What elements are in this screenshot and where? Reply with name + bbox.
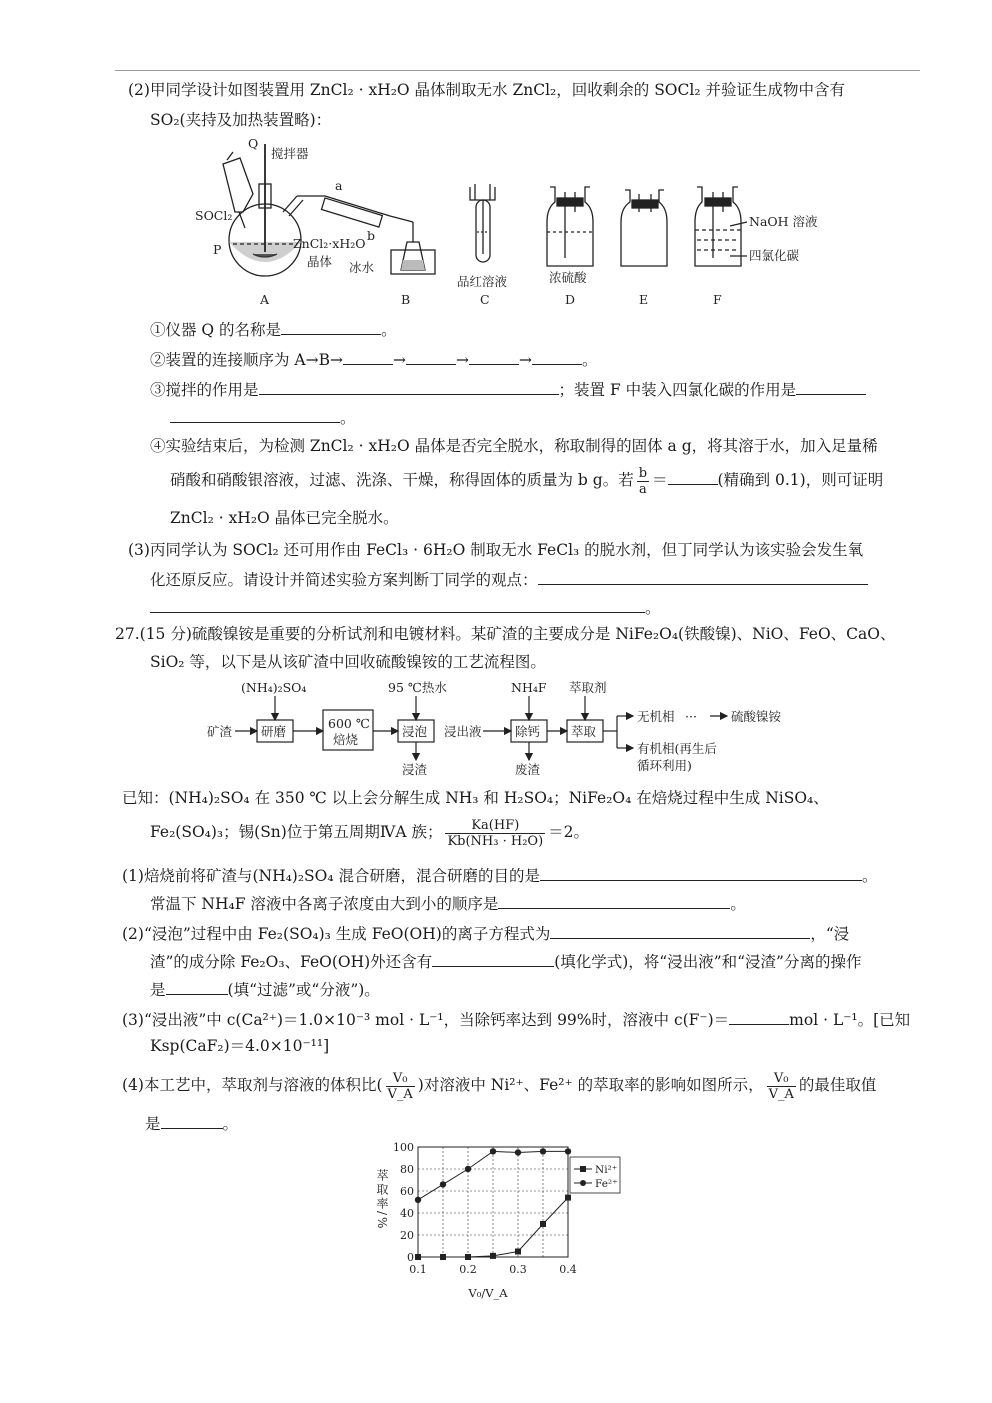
point-0-2	[465, 1254, 471, 1260]
label-A: A	[260, 292, 270, 307]
legend-label-1: Fe²⁺	[595, 1178, 618, 1190]
label-F: F	[713, 292, 722, 307]
legend-marker-1	[580, 1180, 586, 1186]
y-tick-80: 80	[400, 1163, 414, 1176]
point-1-0	[415, 1197, 421, 1203]
flow-extract: 萃取	[571, 724, 597, 739]
x-tick-0.2: 0.2	[459, 1263, 477, 1276]
s2-line3: 是 (填“过滤”或“分液”)。	[150, 976, 380, 1002]
point-0-1	[440, 1254, 446, 1260]
label-b: b	[367, 228, 376, 243]
flow-nh4f: NH₄F	[511, 680, 547, 695]
part3-line2: 化还原反应。请设计并简述实验方案判断丁同学的观点：	[150, 566, 868, 592]
q3-blank-3[interactable]	[170, 404, 340, 423]
y-tick-20: 20	[400, 1229, 414, 1242]
part3-line1: (3)丙同学认为 SOCl₂ 还可用作由 FeCl₃ · 6H₂O 制取无水 FeCl₃ 的脱水剂，但丁同学认为该实验会发生氧	[128, 541, 864, 559]
header-rule	[115, 70, 920, 71]
known-line2: Fe₂(SO₄)₃；锡(Sn)位于第五周期ⅣA 族； $\frac{Ka(HF)}{\text{Kb(NH₃ · H₂O)}}$ ＝2。	[150, 817, 590, 849]
label-crystal: ZnCl₂·xH₂O	[293, 236, 366, 251]
y-tick-0: 0	[407, 1251, 414, 1264]
point-0-5	[540, 1221, 546, 1227]
flow-product: 硫酸镍铵	[731, 709, 782, 724]
s4-blank[interactable]	[161, 1110, 223, 1129]
label-stirrer: 搅拌器	[271, 146, 309, 161]
label-a: a	[335, 178, 343, 193]
point-1-1	[440, 1181, 446, 1187]
flow-soak: 浸泡	[402, 724, 428, 739]
apparatus-diagram	[185, 132, 825, 312]
label-crystal2: 晶体	[307, 254, 333, 269]
label-P: P	[213, 242, 222, 257]
label-naoh: NaOH 溶液	[749, 214, 818, 229]
q1-line: ①仪器 Q 的名称是 。	[150, 316, 397, 342]
point-0-6	[565, 1195, 571, 1201]
s1-blank-2[interactable]	[498, 890, 730, 909]
q3-line: ③搅拌的作用是 ；装置 F 中装入四氯化碳的作用是	[150, 376, 866, 402]
label-SOCl2: SOCl₂	[195, 208, 233, 223]
part3-line3: 。	[150, 594, 661, 620]
label-icewater: 冰水	[349, 260, 375, 275]
q4-blank[interactable]	[668, 466, 718, 485]
y-tick-60: 60	[400, 1185, 414, 1198]
label-pinhong: 品红溶液	[457, 274, 508, 289]
y-tick-40: 40	[400, 1207, 414, 1220]
q2-blank-3[interactable]	[469, 346, 519, 365]
flow-removeca: 除钙	[515, 724, 541, 739]
chart-ylabel: 萃取率/%	[375, 1169, 389, 1231]
flow-leach: 浸出液	[444, 724, 482, 739]
flow-roast2: 焙烧	[333, 732, 359, 747]
q27-line1: 27.(15 分)硫酸镍铵是重要的分析试剂和电镀材料。某矿渣的主要成分是 NiFe₂O₄(铁酸镍)、NiO、FeO、CaO、	[115, 625, 896, 643]
point-0-4	[515, 1249, 521, 1255]
flow-soakslag: 浸渣	[402, 762, 428, 777]
x-tick-0.1: 0.1	[409, 1263, 427, 1276]
flow-nh4so4: (NH₄)₂SO₄	[241, 680, 307, 695]
q3-blank-2[interactable]	[796, 376, 866, 395]
label-E: E	[639, 292, 649, 307]
legend-marker-0	[580, 1166, 586, 1172]
label-C: C	[480, 292, 490, 307]
point-0-3	[490, 1253, 496, 1259]
s2-blank-1[interactable]	[550, 920, 810, 939]
q1-blank[interactable]	[281, 316, 381, 335]
legend-label-0: Ni²⁺	[595, 1164, 618, 1176]
part3-blank-2[interactable]	[150, 594, 645, 613]
flow-organic1: 有机相(再生后	[637, 741, 717, 756]
part2-intro-line1: (2)甲同学设计如图装置用 ZnCl₂ · xH₂O 晶体制取无水 ZnCl₂，回收剩余的 SOCl₂ 并验证生成物中含有	[128, 81, 845, 99]
flow-roast1: 600 ℃	[328, 716, 370, 731]
q4-line3: ZnCl₂ · xH₂O 晶体已完全脱水。	[170, 509, 399, 527]
flow-hotwater: 95 ℃热水	[388, 680, 447, 695]
extraction-rate-chart	[360, 1135, 640, 1320]
s3-blank[interactable]	[729, 1006, 789, 1025]
flow-organic2: 循环利用)	[637, 758, 692, 773]
label-B: B	[401, 292, 411, 307]
part3-blank-1[interactable]	[538, 566, 868, 585]
point-0-0	[415, 1254, 421, 1260]
point-1-5	[540, 1148, 546, 1154]
y-tick-100: 100	[393, 1141, 414, 1154]
s2-blank-3[interactable]	[166, 976, 228, 995]
q2-blank-4[interactable]	[532, 346, 582, 365]
q27-line2: SiO₂ 等，以下是从该矿渣中回收硫酸镍铵的工艺流程图。	[150, 653, 546, 671]
flow-grind: 研磨	[261, 724, 287, 739]
s1-line2: 常温下 NH₄F 溶液中各离子浓度由大到小的顺序是 。	[150, 890, 746, 916]
flow-slag: 矿渣	[207, 724, 233, 739]
s2-blank-2[interactable]	[432, 948, 554, 967]
point-1-6	[565, 1148, 571, 1154]
q3-line2: 。	[170, 404, 356, 430]
flow-extractant: 萃取剂	[569, 680, 607, 695]
point-1-4	[515, 1149, 521, 1155]
chart-xlabel: V₀/V_A	[468, 1286, 508, 1300]
label-h2so4: 浓硫酸	[549, 270, 587, 285]
known-line1: 已知：(NH₄)₂SO₄ 在 350 ℃ 以上会分解生成 NH₃ 和 H₂SO₄；NiFe₂O₄ 在焙烧过程中生成 NiSO₄、	[122, 789, 829, 807]
s1-blank-1[interactable]	[540, 862, 862, 881]
process-flowchart	[205, 676, 805, 786]
label-D: D	[565, 292, 576, 307]
s3-line2: Ksp(CaF₂)＝4.0×10⁻¹¹]	[150, 1037, 330, 1055]
point-1-3	[490, 1148, 496, 1154]
s4-line1: (4)本工艺中，萃取剂与溶液的体积比( $\frac{\text{V₀}}{V\_A}$ )对溶液中 Ni²⁺、Fe²⁺ 的萃取率的影响如图所示， $\frac{\text{V₀}}{V\_A}$ 的最佳取值	[122, 1070, 877, 1102]
flow-dots: ···	[685, 709, 697, 724]
flow-waste: 废渣	[515, 762, 541, 777]
q3-blank-1[interactable]	[259, 376, 559, 395]
x-tick-0.4: 0.4	[559, 1263, 577, 1276]
s2-line2: 渣”的成分除 Fe₂O₃、FeO(OH)外还含有 (填化学式)，将“浸出液”和“浸渣”分离的操作	[150, 948, 861, 974]
point-1-2	[465, 1166, 471, 1172]
x-tick-0.3: 0.3	[509, 1263, 527, 1276]
s1-line1: (1)焙烧前将矿渣与(NH₄)₂SO₄ 混合研磨，混合研磨的目的是 。	[122, 862, 878, 888]
q2-blank-2[interactable]	[406, 346, 456, 365]
label-Q: Q	[248, 136, 259, 151]
q4-line2: 硝酸和硝酸银溶液，过滤、洗涤、干燥，称得固体的质量为 b g。若 $\frac{b}{a}$ ＝ (精确到 0.1)，则可证明	[170, 465, 884, 497]
flow-inorganic: 无机相	[637, 709, 675, 724]
label-ccl4: 四氯化碳	[749, 248, 800, 263]
q4-line1: ④实验结束后，为检测 ZnCl₂ · xH₂O 晶体是否完全脱水，称取制得的固体 a g，将其溶于水，加入足量稀	[150, 437, 878, 455]
q2-blank-1[interactable]	[343, 346, 393, 365]
q2-line: ②装置的连接顺序为 A→B→ → → → 。	[150, 346, 598, 372]
part2-intro-line2: SO₂(夹持及加热装置略)：	[150, 111, 332, 129]
s3-line1: (3)“浸出液”中 c(Ca²⁺)＝1.0×10⁻³ mol · L⁻¹，当除钙率达到 99%时，溶液中 c(F⁻)＝ mol · L⁻¹。[已知	[122, 1006, 910, 1032]
s4-line2: 是 。	[145, 1110, 238, 1136]
s2-line1: (2)“浸泡”过程中由 Fe₂(SO₄)₃ 生成 FeO(OH)的离子方程式为 ，“浸	[122, 920, 849, 946]
